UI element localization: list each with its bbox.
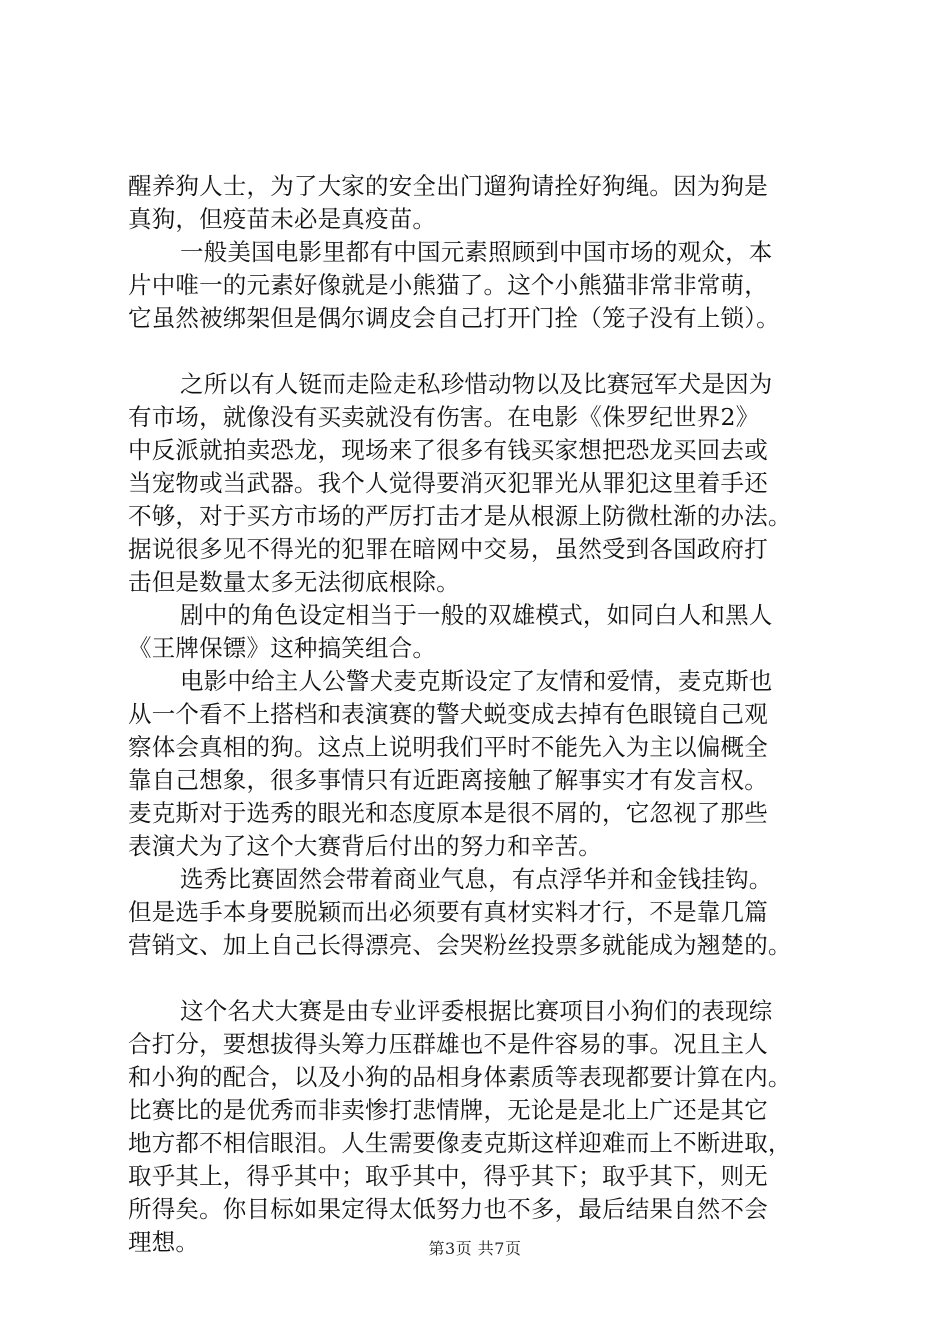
page-number-footer: 第3页 共7页 xyxy=(428,1239,522,1258)
text-line: 取乎其上，得乎其中；取乎其中，得乎其下；取乎其下，则无 xyxy=(128,1162,768,1190)
text-line: 地方都不相信眼泪。人生需要像麦克斯这样迎难而上不断进取， xyxy=(128,1129,792,1157)
text-line: 这个名犬大赛是由专业评委根据比赛项目小狗们的表现综 xyxy=(180,997,773,1025)
text-line: 《王牌保镖》这种搞笑组合。 xyxy=(128,634,437,662)
text-line: 麦克斯对于选秀的眼光和态度原本是很不屑的，它忽视了那些 xyxy=(128,799,768,827)
text-line: 中反派就拍卖恐龙，现场来了很多有钱买家想把恐龙买回去或 xyxy=(128,436,768,464)
text-line: 有市场，就像没有买卖就没有伤害。在电影《侏罗纪世界2》 xyxy=(128,403,760,431)
text-line: 片中唯一的元素好像就是小熊猫了。这个小熊猫非常非常萌， xyxy=(128,271,768,299)
text-line: 和小狗的配合，以及小狗的品相身体素质等表现都要计算在内。 xyxy=(128,1063,792,1091)
text-line: 所得矣。你目标如果定得太低努力也不多，最后结果自然不会 xyxy=(128,1195,768,1223)
text-line: 表演犬为了这个大赛背后付出的努力和辛苦。 xyxy=(128,832,602,860)
blank-line xyxy=(128,962,828,995)
text-line: 之所以有人铤而走险走私珍惜动物以及比赛冠军犬是因为 xyxy=(180,370,773,398)
text-line: 不够，对于买方市场的严厉打击才是从根源上防微杜渐的办法。 xyxy=(128,502,792,530)
text-line: 它虽然被绑架但是偶尔调皮会自己打开门拴（笼子没有上锁）。 xyxy=(128,304,780,332)
text-line: 据说很多见不得光的犯罪在暗网中交易，虽然受到各国政府打 xyxy=(128,535,768,563)
text-line: 当宠物或当武器。我个人觉得要消灭犯罪光从罪犯这里着手还 xyxy=(128,469,768,497)
document-body xyxy=(128,170,828,1259)
text-line: 营销文、加上自己长得漂亮、会哭粉丝投票多就能成为翘楚的。 xyxy=(128,931,792,959)
text-line: 从一个看不上搭档和表演赛的警犬蜕变成去掉有色眼镜自己观 xyxy=(128,700,768,728)
text-line: 比赛比的是优秀而非卖惨打悲情牌，无论是是北上广还是其它 xyxy=(128,1096,768,1124)
text-line: 真狗，但疫苗未必是真疫苗。 xyxy=(128,205,437,233)
text-line: 剧中的角色设定相当于一般的双雄模式，如同白人和黑人 xyxy=(180,601,773,629)
text-line: 察体会真相的狗。这点上说明我们平时不能先入为主以偏概全 xyxy=(128,733,768,761)
text-line: 理想。 xyxy=(128,1228,200,1256)
text-line: 选秀比赛固然会带着商业气息，有点浮华并和金钱挂钩。 xyxy=(180,865,773,893)
text-line: 一般美国电影里都有中国元素照顾到中国市场的观众，本 xyxy=(180,238,773,266)
text-line: 电影中给主人公警犬麦克斯设定了友情和爱情，麦克斯也 xyxy=(180,667,773,695)
text-line: 但是选手本身要脱颖而出必须要有真材实料才行，不是靠几篇 xyxy=(128,898,768,926)
text-line: 靠自己想象，很多事情只有近距离接触了解事实才有发言权。 xyxy=(128,766,768,794)
text-line: 击但是数量太多无法彻底根除。 xyxy=(128,568,460,596)
text-line: 醒养狗人士，为了大家的安全出门遛狗请拴好狗绳。因为狗是 xyxy=(128,172,768,200)
blank-line xyxy=(128,335,828,368)
text-line: 合打分，要想拔得头筹力压群雄也不是件容易的事。况且主人 xyxy=(128,1030,768,1058)
